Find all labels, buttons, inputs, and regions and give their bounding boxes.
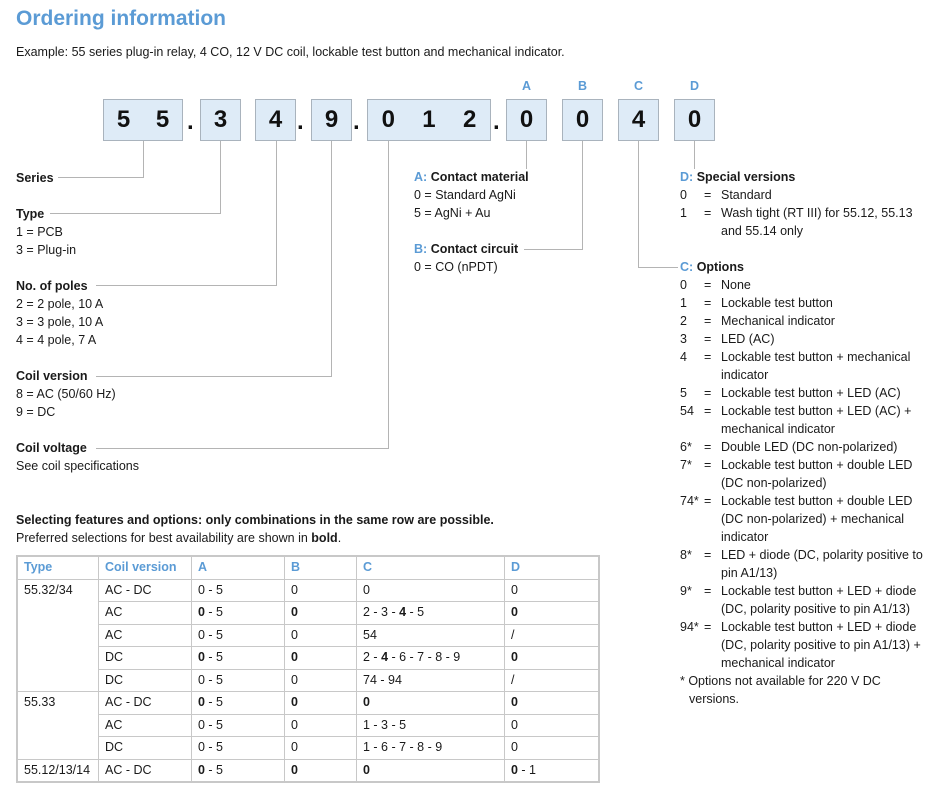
type-label — [16, 205, 76, 259]
page-title: Ordering information — [16, 7, 226, 30]
option-eq: = — [704, 206, 712, 220]
table-header-cell: D — [505, 556, 600, 579]
table-cell-d: 0 — [505, 647, 600, 670]
table-cell-b: 0 — [285, 624, 357, 647]
option-desc: LED + diode (DC, polarity positive to pin A1/13) — [721, 548, 923, 580]
poles-label — [16, 277, 103, 349]
option-eq: = — [704, 458, 712, 472]
type-item: 3 = Plug-in — [16, 243, 77, 257]
table-cell-d: 0 — [505, 602, 600, 625]
option-code: 74* — [680, 494, 699, 508]
option-code: 0 — [680, 188, 687, 202]
coil-version-label — [16, 367, 116, 421]
option-code: 4 — [680, 350, 687, 364]
option-eq: = — [704, 494, 712, 508]
poles-item: 3 = 3 pole, 10 A — [16, 315, 104, 329]
table-cell-coil: AC - DC — [99, 579, 192, 602]
table-row — [17, 602, 599, 625]
table-cell-a: 0 - 5 — [192, 579, 285, 602]
option-code: 94* — [680, 620, 699, 634]
code-digit: 0 — [687, 106, 702, 133]
code-digit: 0 — [381, 106, 395, 133]
option-item — [680, 348, 926, 384]
table-cell-a: 0 - 5 — [192, 759, 285, 782]
table-cell-a: 0 - 5 — [192, 602, 285, 625]
option-desc: LED (AC) — [721, 332, 775, 346]
code-digit: 4 — [631, 106, 646, 133]
option-item — [680, 618, 926, 672]
option-eq: = — [704, 314, 712, 328]
table-row — [17, 669, 599, 692]
code-separator: . — [297, 108, 304, 135]
code-digit: 5 — [155, 106, 170, 133]
table-cell-c: 2 - 4 - 6 - 7 - 8 - 9 — [357, 647, 505, 670]
table-cell-coil: DC — [99, 669, 192, 692]
table-cell-d: / — [505, 669, 600, 692]
option-item — [680, 330, 926, 348]
option-item — [680, 582, 926, 618]
coil-version-item: 8 = AC (50/60 Hz) — [16, 387, 116, 401]
table-cell-d: 0 — [505, 579, 600, 602]
selection-subtitle — [16, 531, 341, 545]
code-box-c — [618, 99, 659, 141]
table-cell-b: 0 — [285, 759, 357, 782]
table-cell-b: 0 — [285, 579, 357, 602]
table-cell-d: 0 — [505, 737, 600, 760]
option-eq: = — [704, 584, 712, 598]
series-label — [16, 169, 54, 187]
contact-material-heading: Contact material — [430, 170, 529, 184]
option-eq: = — [704, 440, 712, 454]
option-code: 0 — [680, 278, 687, 292]
option-item — [680, 546, 926, 582]
table-row — [17, 692, 599, 715]
code-digit: 2 — [462, 106, 477, 133]
coil-version-heading: Coil version — [16, 369, 88, 383]
table-cell-a: 0 - 5 — [192, 624, 285, 647]
option-desc: Lockable test button + mechanical indicator — [721, 350, 911, 382]
option-eq: = — [704, 386, 712, 400]
table-cell-coil: DC — [99, 737, 192, 760]
table-cell-b: 0 — [285, 692, 357, 715]
table-cell-b: 0 — [285, 669, 357, 692]
table-cell-a: 0 - 5 — [192, 647, 285, 670]
table-row — [17, 579, 599, 602]
table-cell-c: 1 - 6 - 7 - 8 - 9 — [357, 737, 505, 760]
table-cell-b: 0 — [285, 602, 357, 625]
table-cell-d: / — [505, 624, 600, 647]
table-cell-d: 0 — [505, 714, 600, 737]
table-header-cell: Coil version — [99, 556, 192, 579]
table-header-row — [17, 556, 599, 579]
table-row — [17, 737, 599, 760]
code-box-series — [103, 99, 183, 141]
code-letter-c: C — [633, 79, 644, 93]
key-d: D: — [680, 170, 694, 184]
table-cell-type: 55.33 — [17, 692, 99, 760]
table-header-cell: A — [192, 556, 285, 579]
code-separator: . — [187, 108, 194, 135]
option-item — [680, 384, 926, 402]
subtitle-suffix: . — [337, 531, 342, 545]
option-item — [680, 402, 926, 438]
table-cell-c: 74 - 94 — [357, 669, 505, 692]
table-cell-type: 55.12/13/14 — [17, 759, 99, 782]
option-code: 5 — [680, 386, 687, 400]
code-digit: 9 — [324, 106, 339, 133]
table-cell-c: 0 — [357, 759, 505, 782]
key-b: B: — [414, 242, 428, 256]
table-row — [17, 647, 599, 670]
option-eq: = — [704, 548, 712, 562]
option-desc: Wash tight (RT III) for 55.12, 55.13 and 55.14 only — [721, 206, 913, 238]
table-cell-c: 2 - 3 - 4 - 5 — [357, 602, 505, 625]
option-desc: Double LED (DC non-polarized) — [721, 440, 898, 454]
option-item — [680, 204, 926, 240]
table-header-cell: Type — [17, 556, 99, 579]
table-cell-c: 0 — [357, 579, 505, 602]
table-row — [17, 714, 599, 737]
table-cell-coil: AC — [99, 602, 192, 625]
option-item — [680, 492, 926, 546]
table-cell-a: 0 - 5 — [192, 669, 285, 692]
option-desc: None — [721, 278, 751, 292]
option-item — [680, 276, 926, 294]
option-code: 6* — [680, 440, 692, 454]
table-cell-coil: AC - DC — [99, 692, 192, 715]
option-eq: = — [704, 278, 712, 292]
options-footnote: * Options not available for 220 V DC versions. — [680, 674, 881, 706]
type-item: 1 = PCB — [16, 225, 63, 239]
option-eq: = — [704, 188, 712, 202]
special-versions-heading: Special versions — [696, 170, 796, 184]
option-eq: = — [704, 404, 712, 418]
table-body — [17, 579, 599, 782]
type-heading: Type — [16, 207, 45, 221]
special-versions-list — [680, 186, 926, 240]
code-digit: 4 — [268, 106, 283, 133]
coil-version-item: 9 = DC — [16, 405, 56, 419]
table-cell-d: 0 — [505, 692, 600, 715]
option-desc: Lockable test button + LED + diode (DC, polarity positive to pin A1/13) + mechanical indicator — [721, 620, 921, 670]
table-cell-coil: AC — [99, 714, 192, 737]
option-code: 3 — [680, 332, 687, 346]
table-cell-a: 0 - 5 — [192, 692, 285, 715]
table-cell-c: 0 — [357, 692, 505, 715]
subtitle-bold: bold — [311, 531, 338, 545]
code-box-coil-voltage — [367, 99, 491, 141]
coil-voltage-label — [16, 439, 139, 475]
contact-material-label — [414, 168, 529, 222]
code-letter-a: A — [521, 79, 532, 93]
option-item — [680, 186, 926, 204]
option-item — [680, 438, 926, 456]
options — [680, 258, 926, 708]
contact-circuit-item: 0 = CO (nPDT) — [414, 260, 498, 274]
code-digit: 0 — [519, 106, 534, 133]
series-heading: Series — [16, 171, 54, 185]
code-box-d — [674, 99, 715, 141]
option-eq: = — [704, 620, 712, 634]
option-eq: = — [704, 296, 712, 310]
contact-circuit-label — [414, 240, 518, 276]
code-box-type — [200, 99, 241, 141]
option-desc: Lockable test button + double LED (DC non-polarized) + mechanical indicator — [721, 494, 913, 544]
key-a: A: — [414, 170, 428, 184]
option-desc: Lockable test button + LED (AC) — [721, 386, 901, 400]
option-code: 7* — [680, 458, 692, 472]
option-desc: Lockable test button + double LED (DC non-polarized) — [721, 458, 913, 490]
coil-voltage-heading: Coil voltage — [16, 441, 87, 455]
option-desc: Standard — [721, 188, 772, 202]
table-cell-coil: AC — [99, 624, 192, 647]
special-versions — [680, 168, 926, 240]
code-box-coil-version — [311, 99, 352, 141]
table-cell-b: 0 — [285, 714, 357, 737]
table-header-cell: C — [357, 556, 505, 579]
option-desc: Lockable test button — [721, 296, 833, 310]
table-cell-b: 0 — [285, 647, 357, 670]
contact-circuit-heading: Contact circuit — [430, 242, 519, 256]
code-box-b — [562, 99, 603, 141]
code-letter-d: D — [689, 79, 700, 93]
coil-voltage-item: See coil specifications — [16, 459, 139, 473]
code-digit: 0 — [575, 106, 590, 133]
option-code: 8* — [680, 548, 692, 562]
option-eq: = — [704, 332, 712, 346]
table-cell-c: 54 — [357, 624, 505, 647]
example-text: Example: 55 series plug-in relay, 4 CO, 12 V DC coil, lockable test button and mechanical indicator. — [16, 45, 565, 59]
option-item — [680, 456, 926, 492]
option-code: 54 — [680, 404, 694, 418]
option-code: 1 — [680, 206, 687, 220]
table-cell-type: 55.32/34 — [17, 579, 99, 692]
table-header-cell: B — [285, 556, 357, 579]
options-heading: Options — [696, 260, 744, 274]
table-cell-b: 0 — [285, 737, 357, 760]
option-desc: Mechanical indicator — [721, 314, 835, 328]
code-digit: 1 — [422, 106, 436, 133]
code-box-poles — [255, 99, 296, 141]
option-item — [680, 294, 926, 312]
option-desc: Lockable test button + LED (AC) + mechanical indicator — [721, 404, 912, 436]
poles-heading: No. of poles — [16, 279, 88, 293]
code-separator: . — [493, 108, 500, 135]
option-eq: = — [704, 350, 712, 364]
key-c: C: — [680, 260, 694, 274]
poles-item: 4 = 4 pole, 7 A — [16, 333, 97, 347]
code-digit: 3 — [213, 106, 228, 133]
table-cell-d: 0 - 1 — [505, 759, 600, 782]
poles-item: 2 = 2 pole, 10 A — [16, 297, 104, 311]
selection-table — [16, 555, 600, 783]
selection-title: Selecting features and options: only combinations in the same row are possible. — [16, 513, 494, 527]
option-code: 2 — [680, 314, 687, 328]
option-desc: Lockable test button + LED + diode (DC, polarity positive to pin A1/13) — [721, 584, 917, 616]
code-letter-b: B — [577, 79, 588, 93]
contact-material-item: 5 = AgNi + Au — [414, 206, 491, 220]
table-cell-a: 0 - 5 — [192, 737, 285, 760]
option-code: 1 — [680, 296, 687, 310]
table-cell-c: 1 - 3 - 5 — [357, 714, 505, 737]
contact-material-item: 0 = Standard AgNi — [414, 188, 516, 202]
code-digit: 5 — [116, 106, 131, 133]
subtitle-text: Preferred selections for best availability are shown in — [16, 531, 312, 545]
table-cell-coil: AC - DC — [99, 759, 192, 782]
code-box-a — [506, 99, 547, 141]
table-row — [17, 624, 599, 647]
option-item — [680, 312, 926, 330]
code-separator: . — [353, 108, 360, 135]
table-cell-coil: DC — [99, 647, 192, 670]
table-cell-a: 0 - 5 — [192, 714, 285, 737]
option-code: 9* — [680, 584, 692, 598]
options-list — [680, 276, 926, 672]
table-row — [17, 759, 599, 782]
